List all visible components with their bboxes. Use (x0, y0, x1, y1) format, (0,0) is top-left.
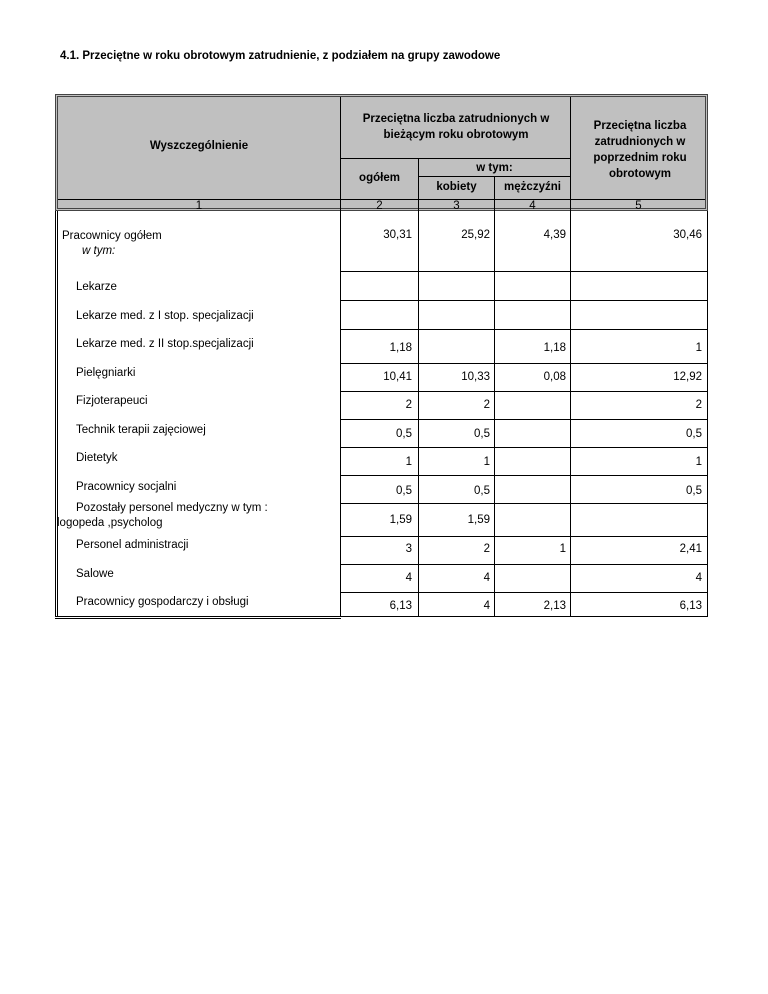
cell-prev: 30,46 (673, 229, 702, 241)
cell-women: 4 (483, 572, 490, 584)
cell-women: 1 (483, 456, 490, 468)
row-label: Lekarze (76, 281, 117, 293)
cell-women: 4 (483, 600, 490, 612)
cell-women: 0,5 (474, 485, 490, 497)
header-description: Wyszczególnienie (149, 140, 249, 152)
cell-prev: 2,41 (679, 543, 702, 555)
cell-prev: 2 (695, 399, 702, 411)
cell-men: 0,08 (543, 371, 566, 383)
cell-prev: 6,13 (679, 600, 702, 612)
row-label: Lekarze med. z II stop.specjalizacji (76, 338, 254, 350)
cell-total: 6,13 (389, 600, 412, 612)
row-label: Personel administracji (76, 539, 189, 551)
row-label: Salowe (76, 568, 114, 580)
cell-men: 1 (559, 543, 566, 555)
cell-men: 1,18 (543, 342, 566, 354)
cell-total: 1,59 (389, 514, 412, 526)
column-number-4: 4 (529, 200, 536, 212)
row-label: Pracownicy socjalni (76, 481, 177, 493)
cell-total: 10,41 (383, 371, 412, 383)
row-label-total: Pracownicy ogółem (62, 230, 162, 242)
cell-prev: 1 (695, 342, 702, 354)
row-label: Pracownicy gospodarczy i obsługi (76, 596, 249, 608)
cell-women: 25,92 (461, 229, 490, 241)
row-label: Technik terapii zajęciowej (76, 424, 206, 436)
cell-women: 2 (483, 543, 490, 555)
cell-women: 0,5 (474, 428, 490, 440)
cell-total: 4 (405, 572, 412, 584)
header-including: w tym: (476, 162, 513, 174)
cell-prev: 1 (695, 456, 702, 468)
cell-men: 2,13 (543, 600, 566, 612)
cell-prev: 0,5 (686, 485, 702, 497)
row-label: Dietetyk (76, 452, 118, 464)
cell-prev: 0,5 (686, 428, 702, 440)
row-sublabel-including: w tym: (82, 245, 116, 257)
cell-women: 1,59 (467, 514, 490, 526)
row-label: Pielęgniarki (76, 367, 136, 379)
cell-men: 4,39 (543, 229, 566, 241)
column-number-2: 2 (376, 200, 383, 212)
column-number-1: 1 (195, 200, 203, 212)
header-men: mężczyźni (504, 181, 561, 193)
header-women: kobiety (436, 181, 477, 193)
row-label: Lekarze med. z I stop. specjalizacji (76, 310, 254, 322)
cell-total: 30,31 (383, 229, 412, 241)
cell-prev: 12,92 (673, 371, 702, 383)
cell-total: 3 (405, 543, 412, 555)
row-label: Pozostały personel medyczny w tym : (76, 502, 268, 514)
cell-total: 0,5 (396, 485, 412, 497)
cell-total: 1,18 (389, 342, 412, 354)
header-total: ogółem (359, 172, 400, 184)
header-current-year: Przeciętna liczba zatrudnionych w bieżącym roku obrotowym (362, 113, 550, 141)
page-title: 4.1. Przeciętne w roku obrotowym zatrudnienie, z podziałem na grupy zawodowe (60, 50, 501, 62)
cell-women: 2 (483, 399, 490, 411)
cell-women: 10,33 (461, 371, 490, 383)
cell-prev: 4 (695, 572, 702, 584)
column-number-3: 3 (453, 200, 460, 212)
column-number-5: 5 (635, 200, 642, 212)
row-label: Fizjoterapeuci (76, 395, 148, 407)
cell-total: 1 (405, 456, 412, 468)
cell-total: 2 (405, 399, 412, 411)
row-label-continued: logopeda ,psycholog (57, 517, 163, 529)
cell-total: 0,5 (396, 428, 412, 440)
header-previous-year: Przeciętna liczba zatrudnionych w poprzednim roku obrotowym (593, 120, 687, 180)
